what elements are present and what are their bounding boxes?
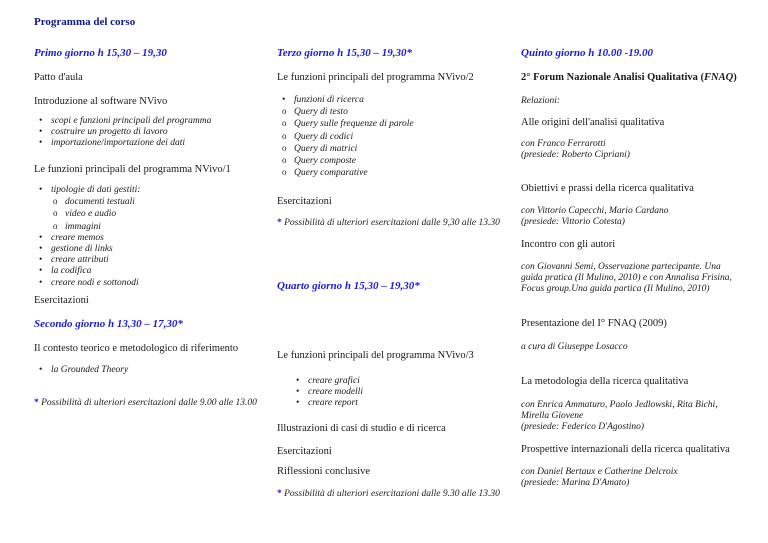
day4-heading: Quarto giorno h 15,30 – 19,30*: [277, 280, 420, 292]
sub-bullet-item: o Query di matrici: [277, 143, 414, 155]
bullet-item: • creare nodi e sottonodi: [34, 278, 140, 289]
talk-incontro: Incontro con gli autori: [521, 239, 616, 250]
riflessioni: Riflessioni conclusive: [277, 466, 371, 477]
illustrazioni: Illustrazioni di casi di studio e di ricerca: [277, 423, 446, 434]
bullet-item: • funzioni di ricerca: [277, 95, 414, 106]
esercitazioni-day3: Esercitazioni: [277, 196, 332, 207]
talk-metodologia-speakers: con Enrica Ammaturo, Paolo Jedlowski, Rita Bichi, Mirella Giovene: [521, 400, 718, 421]
asterisk: *: [277, 218, 282, 228]
talk-presentazione-curator: a cura di Giuseppe Losacco: [521, 342, 628, 352]
talk-alle-origini-chair: (presiede: Roberto Cipriani): [521, 150, 630, 160]
esercitazioni-day1: Esercitazioni: [34, 295, 89, 306]
bullet-item: • creare report: [277, 398, 363, 409]
asterisk: *: [34, 398, 39, 408]
nvivo1-heading: Le funzioni principali del programma NVivo/1: [34, 164, 231, 175]
forum-title-close: ): [733, 72, 737, 83]
bullet-item: • costruire un progetto di lavoro: [34, 127, 211, 138]
sub-bullet-item: o immagini: [34, 221, 140, 233]
bullet-item: • creare modelli: [277, 387, 363, 398]
talk-prospettive-speakers: con Daniel Bertaux e Catherine Delcroix: [521, 467, 678, 477]
intro-nvivo: Introduzione al software NVivo: [34, 96, 168, 107]
forum-title-text: 2° Forum Nazionale Analisi Qualitativa (: [521, 72, 704, 83]
note-text: Possibilità di ulteriori esercitazioni dalle 9,30 alle 13.30: [281, 218, 500, 228]
nvivo3-bullets: [277, 376, 363, 410]
sub-bullet-item: o Query di testo: [277, 106, 414, 118]
talk-prospettive-chair: (presiede: Marina D'Amato): [521, 478, 630, 488]
forum-acronym: FNAQ: [704, 72, 734, 83]
talk-alle-origini: Alle origini dell'analisi qualitativa: [521, 117, 665, 128]
talk-obiettivi-chair: (presiede: Vittorio Cotesta): [521, 217, 625, 227]
bullet-item: • scopi e funzioni principali del programma: [34, 116, 211, 127]
nvivo2-bullets: [277, 95, 414, 179]
extra-exercises-note: [277, 489, 500, 499]
talk-obiettivi: Obiettivi e prassi della ricerca qualitativa: [521, 183, 694, 194]
talk-alle-origini-speaker: con Franco Ferrarotti: [521, 139, 606, 149]
bullet-item: • la Grounded Theory: [34, 365, 128, 376]
talk-metodologia-chair: (presiede: Federico D'Agostino): [521, 422, 645, 432]
patto-aula: Patto d'aula: [34, 72, 83, 83]
note-text: Possibilità di ulteriori esercitazioni dalle 9.30 alle 13.30: [281, 489, 500, 499]
esercitazioni-day4: Esercitazioni: [277, 446, 332, 457]
bullet-item: • gestione di links: [34, 244, 140, 255]
extra-exercises-note: [277, 218, 500, 228]
contesto-heading: Il contesto teorico e metodologico di riferimento: [34, 343, 239, 354]
bullet-item: • importazione/importazione dei dati: [34, 138, 211, 149]
talk-prospettive: Prospettive internazionali della ricerca qualitativa: [521, 444, 730, 455]
talk-incontro-authors: con Giovanni Semi, Osservazione partecipante. Una guida pratica (Il Mulino, 2010) e con Annalisa Frisina, Focus group.Una guida partica (Il Mulino, 2010): [521, 262, 732, 294]
sub-bullet-item: o Query di codici: [277, 131, 414, 143]
sub-bullet-item: o video e audio: [34, 208, 140, 220]
bullet-item: • creare grafici: [277, 376, 363, 387]
talk-presentazione: Presentazione del I° FNAQ (2009): [521, 318, 667, 329]
relazioni-label: Relazioni:: [521, 96, 561, 106]
asterisk: *: [277, 489, 282, 499]
sub-bullet-item: o Query comparative: [277, 167, 414, 179]
day1-heading: Primo giorno h 15,30 – 19,30: [34, 47, 167, 59]
bullet-item: • la codifica: [34, 266, 140, 277]
day5-heading: Quinto giorno h 10.00 -19.00: [521, 47, 654, 59]
nvivo2-heading: Le funzioni principali del programma NVivo/2: [277, 72, 474, 83]
day2-heading: Secondo giorno h 13,30 – 17,30*: [34, 318, 183, 330]
forum-title: [521, 72, 737, 83]
extra-exercises-note: [34, 398, 257, 408]
bullet-item: • creare attributi: [34, 255, 140, 266]
sub-bullet-item: o Query composte: [277, 155, 414, 167]
talk-obiettivi-speakers: con Vittorio Capecchi, Mario Cardano: [521, 206, 669, 216]
contesto-bullets: [34, 365, 128, 376]
intro-bullets: [34, 116, 211, 150]
day3-heading: Terzo giorno h 15,30 – 19,30*: [277, 47, 412, 59]
nvivo1-bullets: [34, 185, 140, 289]
bullet-item: • tipologie di dati gestiti:: [34, 185, 140, 196]
page-title: Programma del corso: [34, 16, 136, 28]
talk-metodologia: La metodologia della ricerca qualitativa: [521, 376, 689, 387]
note-text: Possibilità di ulteriori esercitazioni dalle 9.00 alle 13.00: [38, 398, 257, 408]
sub-bullet-item: o Query sulle frequenze di parole: [277, 118, 414, 130]
bullet-item: • creare memos: [34, 233, 140, 244]
nvivo3-heading: Le funzioni principali del programma NVivo/3: [277, 350, 474, 361]
sub-bullet-item: o documenti testuali: [34, 196, 140, 208]
